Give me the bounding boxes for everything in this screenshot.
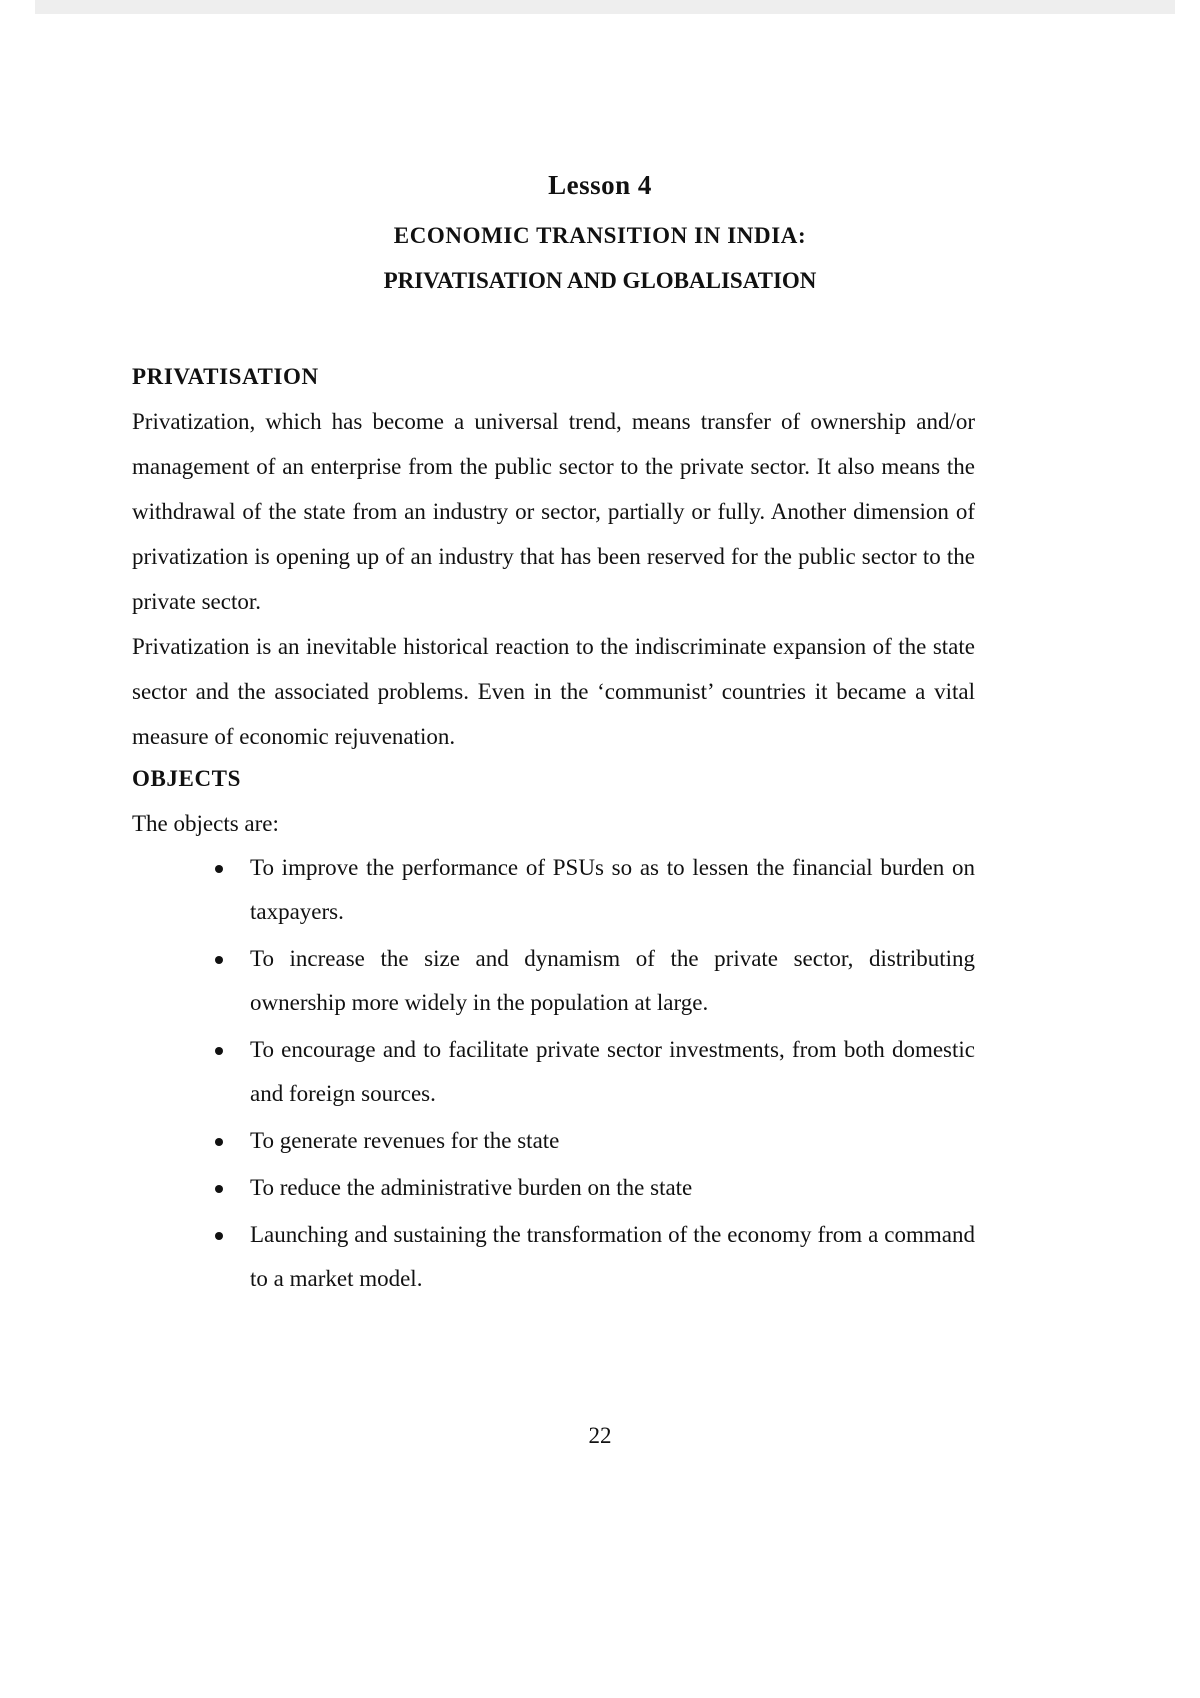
objects-intro: The objects are:	[132, 811, 279, 836]
privatisation-section	[132, 354, 975, 759]
page-number: 22	[588, 1423, 612, 1448]
list-item	[195, 937, 975, 1025]
bullet-icon	[215, 1232, 223, 1240]
lesson-title-line-2: PRIVATISATION AND GLOBALISATION	[383, 268, 817, 293]
objects-section	[132, 756, 975, 846]
bullet-icon	[215, 956, 223, 964]
privatisation-paragraph-2: Privatization is an inevitable historical reaction to the indiscriminate expansion of the state sector and the associated problems. Even in the ‘communist’ countries it became a vital measure of economic rejuvenation.	[132, 634, 975, 749]
list-item	[195, 1213, 975, 1301]
list-item-text: To reduce the administrative burden on the state	[250, 1175, 693, 1200]
privatisation-heading: PRIVATISATION	[132, 364, 319, 389]
bullet-icon	[215, 1185, 223, 1193]
list-item-text: To generate revenues for the state	[250, 1128, 560, 1153]
privatisation-paragraph-1: Privatization, which has become a universal trend, means transfer of ownership and/or management of an enterprise from the public sector to the private sector. It also means the withdrawal of the state from an industry or sector, partially or fully. Another dimension of privatization is opening up of an industry that has been reserved for the public sector to the private sector.	[132, 409, 975, 614]
lesson-label: Lesson 4	[548, 170, 652, 200]
list-item-text: To improve the performance of PSUs so as to lessen the financial burden on taxpayers.	[250, 855, 975, 924]
bullet-icon	[215, 1138, 223, 1146]
list-item	[195, 1028, 975, 1116]
list-item	[195, 1166, 975, 1210]
list-item	[195, 1119, 975, 1163]
list-item	[195, 846, 975, 934]
objects-list	[195, 846, 975, 1304]
bullet-icon	[215, 865, 223, 873]
objects-heading: OBJECTS	[132, 766, 242, 791]
lesson-title-line-1: ECONOMIC TRANSITION IN INDIA:	[393, 223, 807, 248]
list-item-text: Launching and sustaining the transformation of the economy from a command to a market model.	[250, 1222, 975, 1291]
list-item-text: To encourage and to facilitate private sector investments, from both domestic and foreign sources.	[250, 1037, 975, 1106]
list-item-text: To increase the size and dynamism of the private sector, distributing ownership more widely in the population at large.	[250, 946, 975, 1015]
bullet-icon	[215, 1047, 223, 1055]
